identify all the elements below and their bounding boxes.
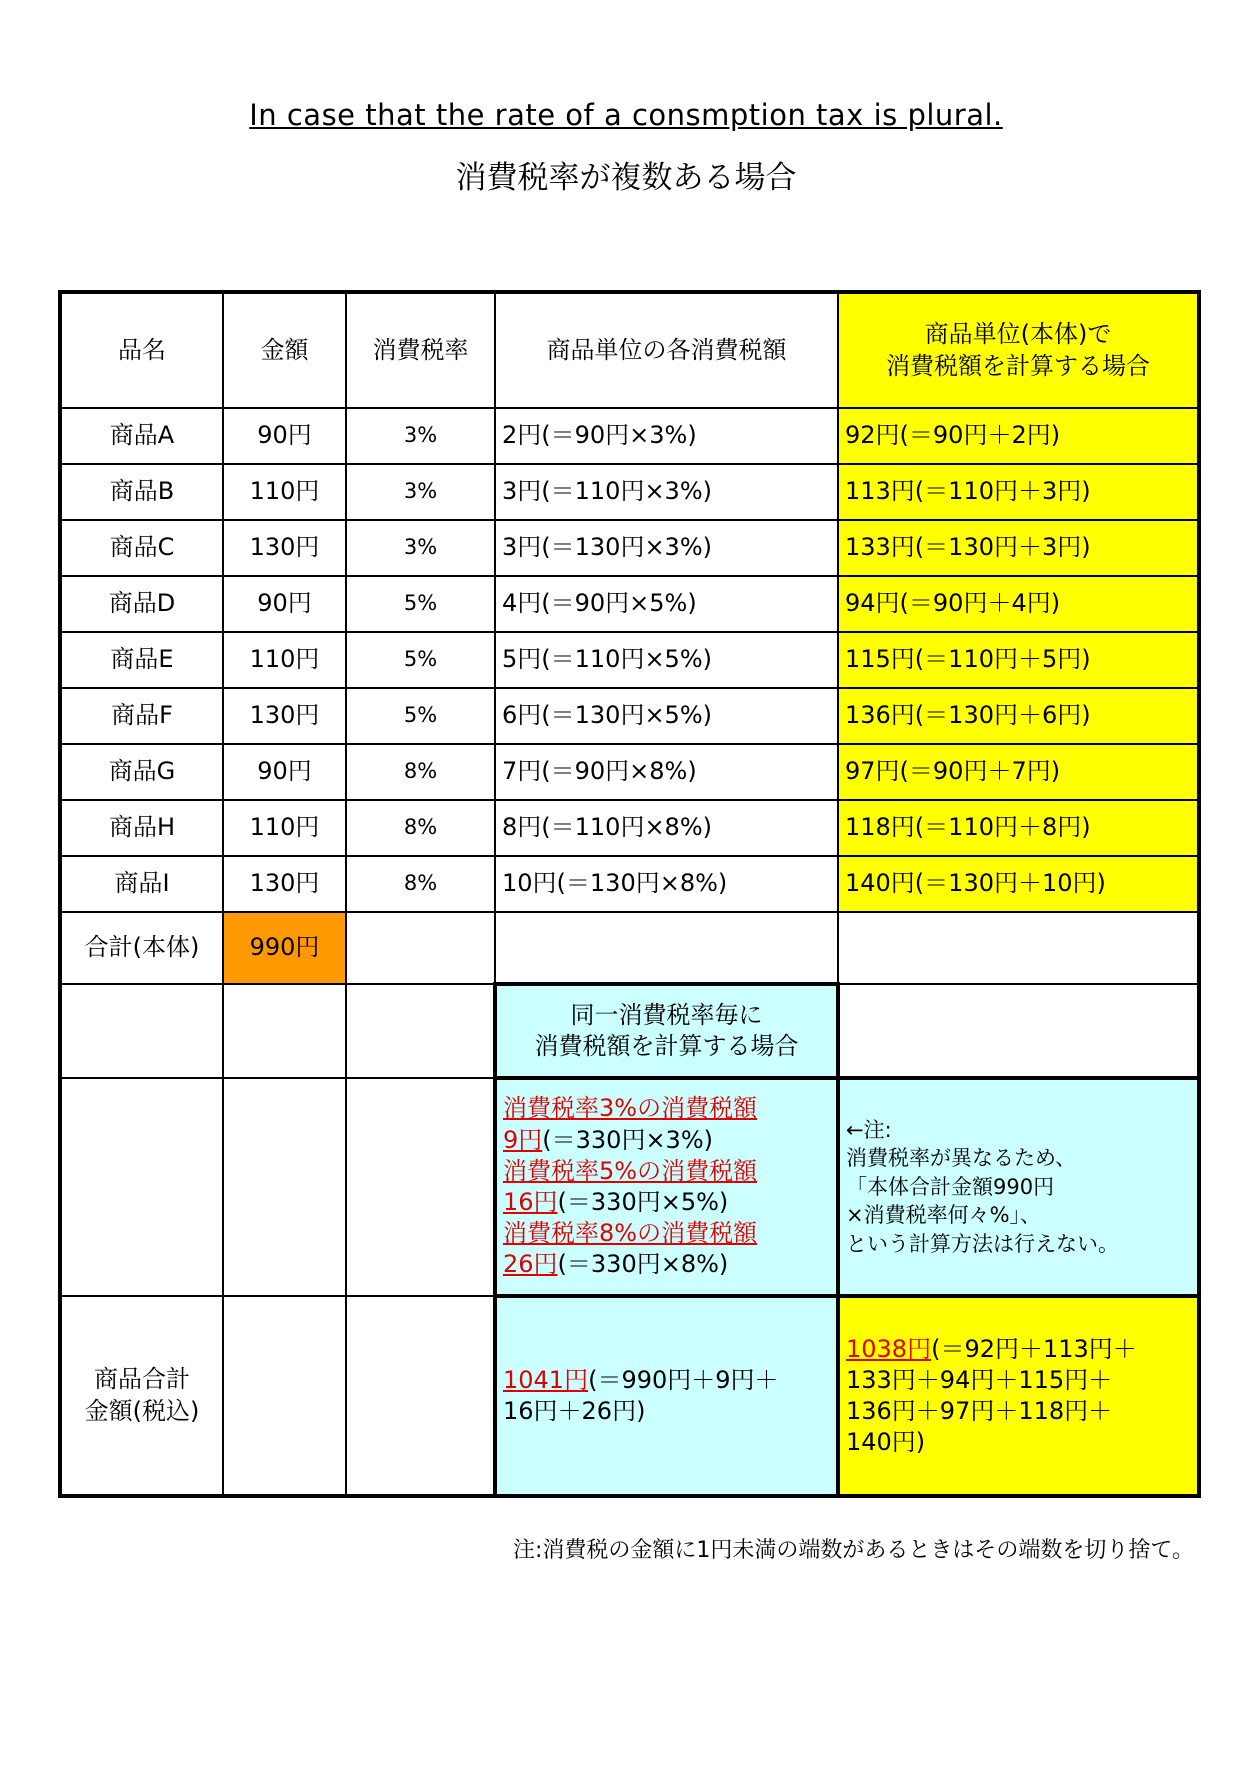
unit-total-calc: (＝92円＋113円＋ bbox=[931, 1334, 1137, 1363]
product-row bbox=[60, 576, 1199, 632]
header-unit-total bbox=[838, 292, 1199, 408]
header-price: 金額 bbox=[223, 292, 346, 408]
product-row bbox=[60, 520, 1199, 576]
product-rate: 5% bbox=[346, 632, 495, 688]
header-unit-total-line2: 消費税額を計算する場合 bbox=[886, 351, 1150, 380]
per-rate-header-row bbox=[60, 984, 1199, 1078]
product-unit-total: 115円(＝110円＋5円) bbox=[838, 632, 1199, 688]
product-name: 商品F bbox=[60, 688, 223, 744]
product-rate: 5% bbox=[346, 688, 495, 744]
header-unit-tax: 商品単位の各消費税額 bbox=[495, 292, 838, 408]
subtotal-value: 990円 bbox=[223, 912, 346, 984]
product-name: 商品E bbox=[60, 632, 223, 688]
header-name: 品名 bbox=[60, 292, 223, 408]
product-unit-total: 118円(＝110円＋8円) bbox=[838, 800, 1199, 856]
product-name: 商品C bbox=[60, 520, 223, 576]
product-unit-tax: 4円(＝90円×5%) bbox=[495, 576, 838, 632]
product-unit-tax: 7円(＝90円×8%) bbox=[495, 744, 838, 800]
empty-cell bbox=[495, 912, 838, 984]
product-unit-tax: 2円(＝90円×3%) bbox=[495, 408, 838, 464]
product-name: 商品B bbox=[60, 464, 223, 520]
per-rate-header-line2: 消費税額を計算する場合 bbox=[534, 1032, 799, 1060]
note-line: 「本体合計金額990円 bbox=[846, 1174, 1055, 1199]
product-unit-tax: 5円(＝110円×5%) bbox=[495, 632, 838, 688]
subtotal-row bbox=[60, 912, 1199, 984]
product-price: 90円 bbox=[223, 408, 346, 464]
title-japanese: 消費税率が複数ある場合 bbox=[455, 160, 797, 196]
rate5-calc: (＝330円×5%) bbox=[557, 1188, 729, 1216]
note-line: ×消費税率何々%」、 bbox=[846, 1203, 1042, 1228]
empty-cell bbox=[60, 1078, 223, 1296]
product-unit-total: 94円(＝90円＋4円) bbox=[838, 576, 1199, 632]
note-cell bbox=[838, 1078, 1199, 1296]
product-price: 90円 bbox=[223, 576, 346, 632]
product-row bbox=[60, 632, 1199, 688]
product-price: 130円 bbox=[223, 520, 346, 576]
product-unit-tax: 10円(＝130円×8%) bbox=[495, 856, 838, 912]
product-price: 130円 bbox=[223, 856, 346, 912]
grand-total-label bbox=[60, 1296, 223, 1496]
empty-cell bbox=[60, 984, 223, 1078]
product-name: 商品D bbox=[60, 576, 223, 632]
note-line: という計算方法は行えない。 bbox=[846, 1231, 1119, 1256]
subtotal-label: 合計(本体) bbox=[60, 912, 223, 984]
per-rate-total-calc: (＝990円＋9円＋ bbox=[588, 1365, 779, 1394]
product-unit-total: 136円(＝130円＋6円) bbox=[838, 688, 1199, 744]
footnote: 注:消費税の金額に1円未満の端数があるときはその端数を切り捨て。 bbox=[513, 1538, 1194, 1563]
unit-total-calc: 140円) bbox=[846, 1428, 926, 1457]
rate8-label: 消費税率8%の消費税額 bbox=[503, 1219, 758, 1248]
product-row bbox=[60, 800, 1199, 856]
empty-cell bbox=[223, 1296, 346, 1496]
tax-table bbox=[58, 290, 1201, 1498]
product-row bbox=[60, 688, 1199, 744]
rate3-amount: 9円 bbox=[503, 1125, 543, 1154]
rate3-label: 消費税率3%の消費税額 bbox=[503, 1094, 758, 1123]
product-price: 110円 bbox=[223, 800, 346, 856]
rate5-amount: 16円 bbox=[503, 1188, 558, 1216]
product-name: 商品A bbox=[60, 408, 223, 464]
product-unit-total: 113円(＝110円＋3円) bbox=[838, 464, 1199, 520]
product-row bbox=[60, 464, 1199, 520]
product-name: 商品I bbox=[60, 856, 223, 912]
header-row bbox=[60, 292, 1199, 408]
product-price: 110円 bbox=[223, 464, 346, 520]
product-unit-tax: 8円(＝110円×8%) bbox=[495, 800, 838, 856]
title-english: In case that the rate of a consmption tax is plural. bbox=[249, 98, 1003, 132]
note-line: 消費税率が異なるため、 bbox=[846, 1146, 1077, 1171]
empty-cell bbox=[223, 1078, 346, 1296]
note-line: ←注: bbox=[846, 1118, 892, 1143]
per-rate-header-line1: 同一消費税率毎に bbox=[570, 1000, 763, 1029]
per-rate-total bbox=[495, 1296, 838, 1496]
product-row bbox=[60, 744, 1199, 800]
product-price: 110円 bbox=[223, 632, 346, 688]
product-unit-total: 92円(＝90円＋2円) bbox=[838, 408, 1199, 464]
product-unit-tax: 3円(＝130円×3%) bbox=[495, 520, 838, 576]
unit-total-calc: 136円＋97円＋118円＋ bbox=[846, 1397, 1113, 1425]
product-name: 商品H bbox=[60, 800, 223, 856]
product-name: 商品G bbox=[60, 744, 223, 800]
unit-total-amount: 1038円 bbox=[846, 1334, 932, 1363]
rate3-calc: (＝330円×3%) bbox=[542, 1125, 713, 1154]
empty-cell bbox=[223, 984, 346, 1078]
empty-cell bbox=[346, 984, 495, 1078]
per-rate-total-amount: 1041円 bbox=[503, 1365, 589, 1394]
rate8-calc: (＝330円×8%) bbox=[557, 1250, 729, 1279]
per-rate-total-calc: 16円＋26円) bbox=[503, 1397, 646, 1425]
product-price: 130円 bbox=[223, 688, 346, 744]
grand-total-label-line1: 商品合計 bbox=[94, 1365, 190, 1394]
empty-cell bbox=[838, 912, 1199, 984]
product-unit-tax: 3円(＝110円×3%) bbox=[495, 464, 838, 520]
rate8-amount: 26円 bbox=[503, 1250, 558, 1279]
empty-cell bbox=[838, 984, 1199, 1078]
product-unit-total: 133円(＝130円＋3円) bbox=[838, 520, 1199, 576]
product-rate: 8% bbox=[346, 744, 495, 800]
per-rate-header bbox=[495, 984, 838, 1078]
product-unit-total: 97円(＝90円＋7円) bbox=[838, 744, 1199, 800]
product-row bbox=[60, 408, 1199, 464]
product-rows bbox=[60, 408, 1199, 912]
per-rate-detail bbox=[495, 1078, 838, 1296]
rate5-label: 消費税率5%の消費税額 bbox=[503, 1156, 758, 1185]
empty-cell bbox=[346, 1296, 495, 1496]
product-unit-tax: 6円(＝130円×5%) bbox=[495, 688, 838, 744]
product-price: 90円 bbox=[223, 744, 346, 800]
product-rate: 8% bbox=[346, 856, 495, 912]
empty-cell bbox=[346, 912, 495, 984]
header-rate: 消費税率 bbox=[346, 292, 495, 408]
grand-total-label-line2: 金額(税込) bbox=[84, 1396, 200, 1425]
product-unit-total: 140円(＝130円＋10円) bbox=[838, 856, 1199, 912]
product-row bbox=[60, 856, 1199, 912]
product-rate: 3% bbox=[346, 408, 495, 464]
product-rate: 8% bbox=[346, 800, 495, 856]
unit-total bbox=[838, 1296, 1199, 1496]
header-unit-total-line1: 商品単位(本体)で bbox=[924, 320, 1112, 349]
grand-total-row bbox=[60, 1296, 1199, 1496]
product-rate: 3% bbox=[346, 464, 495, 520]
empty-cell bbox=[346, 1078, 495, 1296]
product-rate: 5% bbox=[346, 576, 495, 632]
product-rate: 3% bbox=[346, 520, 495, 576]
per-rate-detail-row bbox=[60, 1078, 1199, 1296]
unit-total-calc: 133円＋94円＋115円＋ bbox=[846, 1365, 1113, 1394]
